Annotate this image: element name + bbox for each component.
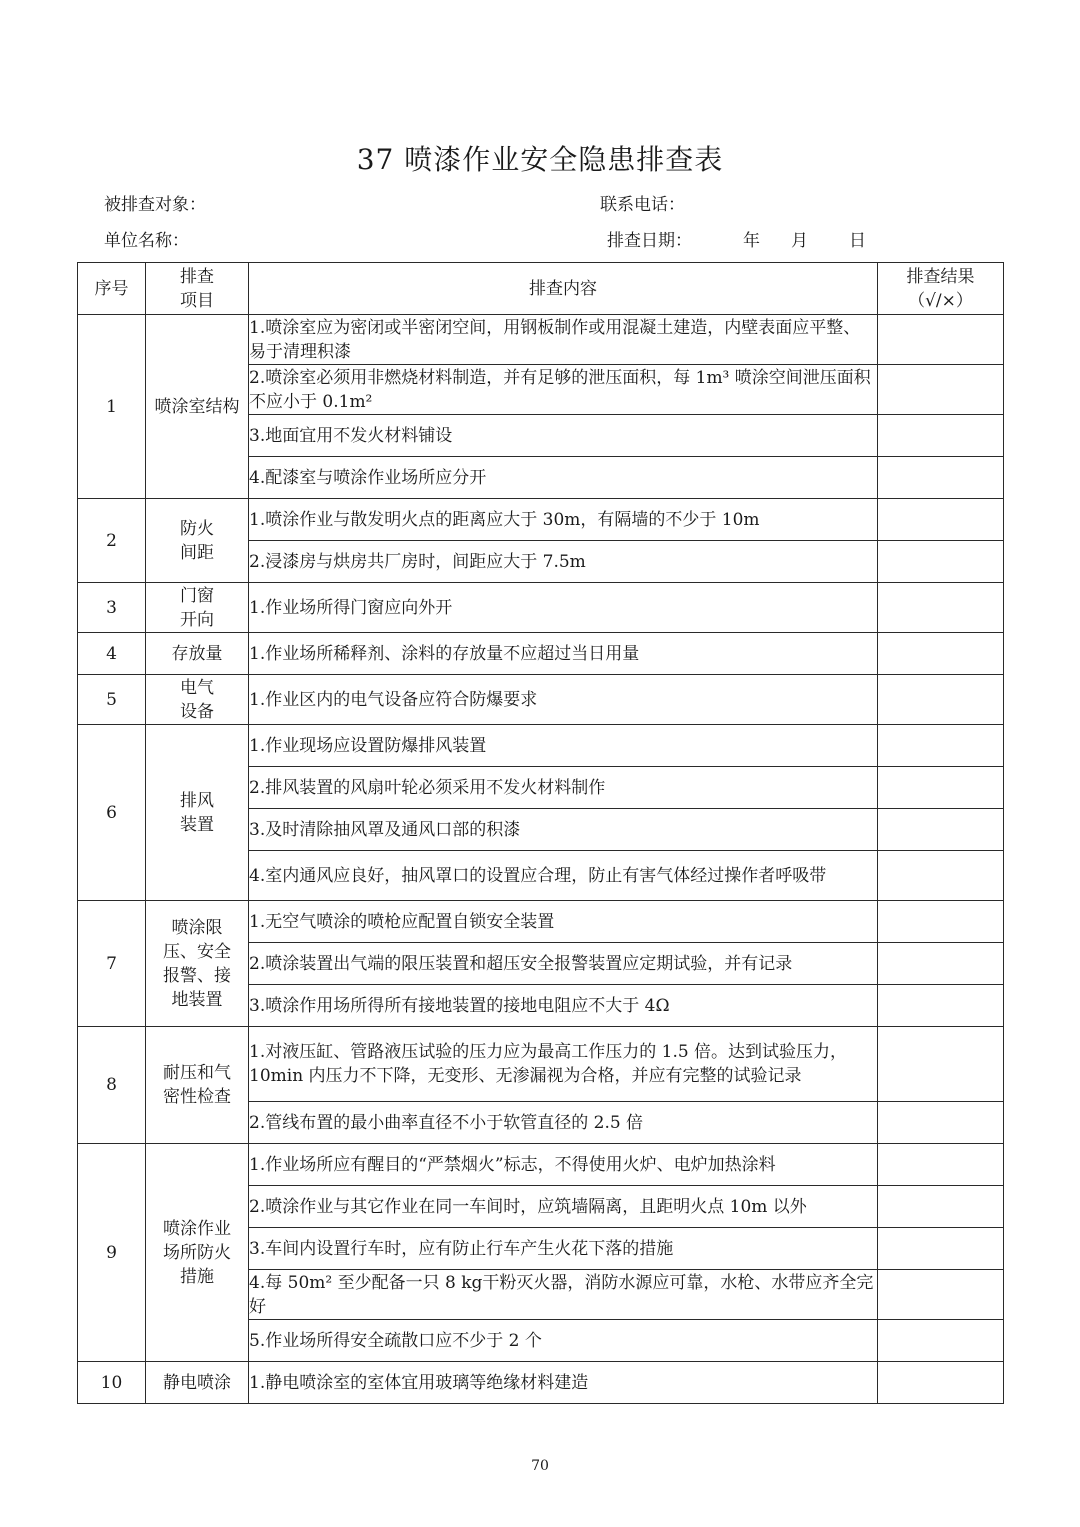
table-row <box>78 675 1004 725</box>
inspection-content: 1.作业场所稀释剂、涂料的存放量不应超过当日用量 <box>249 633 878 675</box>
inspection-item: 存放量 <box>146 633 249 675</box>
row-number: 8 <box>78 1027 146 1144</box>
inspection-content: 2.管线布置的最小曲率直径不小于软管直径的 2.5 倍 <box>249 1102 878 1144</box>
row-number: 7 <box>78 901 146 1027</box>
result-cell[interactable] <box>878 675 1004 725</box>
date-line <box>607 226 866 251</box>
result-cell[interactable] <box>878 985 1004 1027</box>
row-number: 1 <box>78 315 146 499</box>
result-cell[interactable] <box>878 633 1004 675</box>
row-number: 2 <box>78 499 146 583</box>
result-cell[interactable] <box>878 943 1004 985</box>
result-cell[interactable] <box>878 541 1004 583</box>
result-cell[interactable] <box>878 1102 1004 1144</box>
header-result: 排查结果 （√/×） <box>878 263 1004 315</box>
inspection-content: 3.喷涂作用场所得所有接地装置的接地电阻应不大于 4Ω <box>249 985 878 1027</box>
inspection-content: 2.浸漆房与烘房共厂房时，间距应大于 7.5m <box>249 541 878 583</box>
inspection-content: 1.对液压缸、管路液压试验的压力应为最高工作压力的 1.5 倍。达到试验压力，10min 内压力不下降，无变形、无渗漏视为合格，并应有完整的试验记录 <box>249 1027 878 1102</box>
header-content: 排查内容 <box>249 263 878 315</box>
inspection-item: 防火 间距 <box>146 499 249 583</box>
result-cell[interactable] <box>878 457 1004 499</box>
inspection-content: 5.作业场所得安全疏散口应不少于 2 个 <box>249 1320 878 1362</box>
result-cell[interactable] <box>878 1186 1004 1228</box>
result-cell[interactable] <box>878 1270 1004 1320</box>
inspection-content: 3.地面宜用不发火材料铺设 <box>249 415 878 457</box>
result-cell[interactable] <box>878 1027 1004 1102</box>
inspection-item: 喷涂限 压、安全 报警、接 地装置 <box>146 901 249 1027</box>
table-row <box>78 1144 1004 1186</box>
inspection-item: 耐压和气 密性检查 <box>146 1027 249 1144</box>
row-number: 3 <box>78 583 146 633</box>
result-cell[interactable] <box>878 767 1004 809</box>
date-label: 排查日期： <box>607 231 692 251</box>
inspection-content: 3.及时清除抽风罩及通风口部的积漆 <box>249 809 878 851</box>
header-item: 排查 项目 <box>146 263 249 315</box>
inspection-content: 4.配漆室与喷涂作业场所应分开 <box>249 457 878 499</box>
inspection-content: 1.作业现场应设置防爆排风装置 <box>249 725 878 767</box>
header-no: 序号 <box>78 263 146 315</box>
inspection-item: 电气 设备 <box>146 675 249 725</box>
row-number: 10 <box>78 1362 146 1404</box>
table-row <box>78 583 1004 633</box>
row-number: 4 <box>78 633 146 675</box>
inspection-content: 1.静电喷涂室的室体宜用玻璃等绝缘材料建造 <box>249 1362 878 1404</box>
table-header-row <box>78 263 1004 315</box>
result-cell[interactable] <box>878 809 1004 851</box>
result-cell[interactable] <box>878 851 1004 901</box>
result-cell[interactable] <box>878 499 1004 541</box>
result-cell[interactable] <box>878 725 1004 767</box>
inspection-item: 喷涂作业 场所防火 措施 <box>146 1144 249 1362</box>
inspection-content: 4.室内通风应良好，抽风罩口的设置应合理，防止有害气体经过操作者呼吸带 <box>249 851 878 901</box>
inspection-content: 1.喷涂作业与散发明火点的距离应大于 30m，有隔墙的不少于 10m <box>249 499 878 541</box>
result-cell[interactable] <box>878 1228 1004 1270</box>
inspection-content: 1.作业场所得门窗应向外开 <box>249 583 878 633</box>
inspection-content: 2.排风装置的风扇叶轮必须采用不发火材料制作 <box>249 767 878 809</box>
row-number: 5 <box>78 675 146 725</box>
row-number: 6 <box>78 725 146 901</box>
inspection-content: 1.作业区内的电气设备应符合防爆要求 <box>249 675 878 725</box>
page-title: 37 喷漆作业安全隐患排查表 <box>356 143 724 176</box>
page-number: 70 <box>531 1458 549 1474</box>
result-cell[interactable] <box>878 1320 1004 1362</box>
result-cell[interactable] <box>878 583 1004 633</box>
month-label: 月 <box>791 231 808 251</box>
table-row <box>78 901 1004 943</box>
inspection-content: 1.喷涂室应为密闭或半密闭空间，用钢板制作或用混凝土建造，内壁表面应平整、易于清理积漆 <box>249 315 878 365</box>
table-row <box>78 1362 1004 1404</box>
inspection-content: 1.作业场所应有醒目的“严禁烟火”标志，不得使用火炉、电炉加热涂料 <box>249 1144 878 1186</box>
result-cell[interactable] <box>878 901 1004 943</box>
inspection-content: 2.喷涂装置出气端的限压装置和超压安全报警装置应定期试验，并有记录 <box>249 943 878 985</box>
table-row <box>78 315 1004 365</box>
result-cell[interactable] <box>878 415 1004 457</box>
table-row <box>78 1027 1004 1102</box>
inspection-table <box>77 262 1004 1404</box>
target-label: 被排查对象： <box>104 195 206 215</box>
inspection-content: 2.喷涂作业与其它作业在同一车间时，应筑墙隔离，且距明火点 10m 以外 <box>249 1186 878 1228</box>
table-row <box>78 725 1004 767</box>
inspection-content: 4.每 50m² 至少配备一只 8 kg干粉灭火器，消防水源应可靠，水枪、水带应齐全完好 <box>249 1270 878 1320</box>
result-cell[interactable] <box>878 365 1004 415</box>
phone-label: 联系电话： <box>600 195 685 215</box>
inspection-item: 排风 装置 <box>146 725 249 901</box>
table-row <box>78 499 1004 541</box>
day-label: 日 <box>849 231 866 251</box>
unit-label: 单位名称： <box>104 231 189 251</box>
result-cell[interactable] <box>878 315 1004 365</box>
inspection-content: 3.车间内设置行车时，应有防止行车产生火花下落的措施 <box>249 1228 878 1270</box>
row-number: 9 <box>78 1144 146 1362</box>
inspection-item: 门窗 开向 <box>146 583 249 633</box>
inspection-item: 静电喷涂 <box>146 1362 249 1404</box>
inspection-content: 2.喷涂室必须用非燃烧材料制造，并有足够的泄压面积，每 1m³ 喷涂空间泄压面积不应小于 0.1m² <box>249 365 878 415</box>
inspection-content: 1.无空气喷涂的喷枪应配置自锁安全装置 <box>249 901 878 943</box>
result-cell[interactable] <box>878 1362 1004 1404</box>
inspection-item: 喷涂室结构 <box>146 315 249 499</box>
table-row <box>78 633 1004 675</box>
result-cell[interactable] <box>878 1144 1004 1186</box>
year-label: 年 <box>743 231 760 251</box>
